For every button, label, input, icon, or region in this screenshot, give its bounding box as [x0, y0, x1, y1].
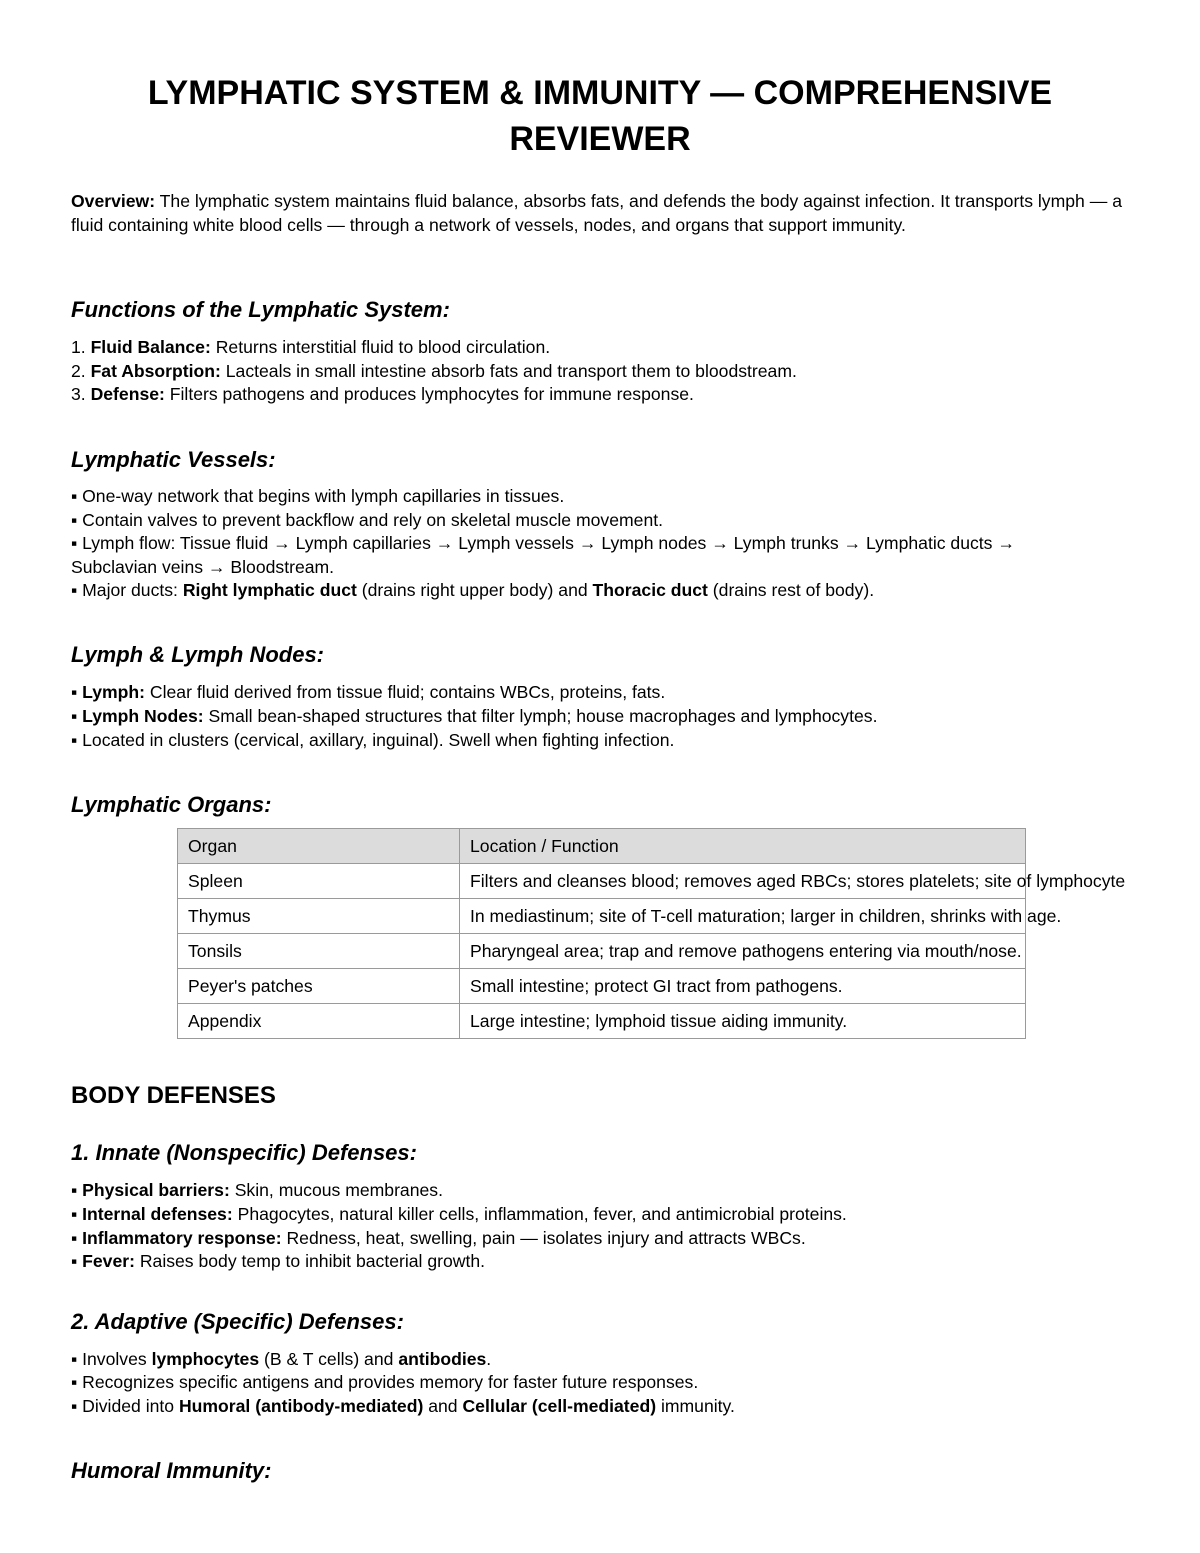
innate-item: ▪ Physical barriers: Skin, mucous membranes. — [71, 1180, 443, 1200]
table-row — [178, 969, 1026, 1004]
function-item: 3. Defense: Filters pathogens and produces lymphocytes for immune response. — [71, 384, 694, 404]
table-header-cell: Organ — [178, 829, 460, 864]
title-line-2: REVIEWER — [509, 120, 691, 158]
organ-function-cell: Small intestine; protect GI tract from pathogens. — [460, 969, 1026, 1004]
vessels-item: ▪ Contain valves to prevent backflow and rely on skeletal muscle movement. — [71, 510, 664, 530]
body-defenses-heading: BODY DEFENSES — [71, 1082, 276, 1109]
organ-name-cell: Spleen — [178, 864, 460, 899]
organ-name-cell: Appendix — [178, 1004, 460, 1039]
organ-name-cell: Tonsils — [178, 934, 460, 969]
adaptive-item: ▪ Involves lymphocytes (B & T cells) and antibodies. — [71, 1349, 492, 1369]
functions-heading: Functions of the Lymphatic System: — [71, 297, 450, 322]
organ-function-cell: Pharyngeal area; trap and remove pathogens entering via mouth/nose. — [460, 934, 1026, 969]
table-row — [178, 899, 1026, 934]
vessels-item-continued: Subclavian veins → Bloodstream. — [71, 557, 335, 577]
table-row — [178, 934, 1026, 969]
lymph-nodes-item: ▪ Located in clusters (cervical, axillary, inguinal). Swell when fighting infection. — [71, 730, 675, 750]
adaptive-item: ▪ Recognizes specific antigens and provides memory for faster future responses. — [71, 1372, 699, 1392]
table-row — [178, 1004, 1026, 1039]
table-header-row — [178, 829, 1026, 864]
vessels-heading: Lymphatic Vessels: — [71, 447, 276, 472]
innate-heading: 1. Innate (Nonspecific) Defenses: — [71, 1140, 417, 1165]
organ-function-cell: Large intestine; lymphoid tissue aiding immunity. — [460, 1004, 1026, 1039]
lymph-nodes-item: ▪ Lymph: Clear fluid derived from tissue fluid; contains WBCs, proteins, fats. — [71, 682, 666, 702]
innate-item: ▪ Fever: Raises body temp to inhibit bacterial growth. — [71, 1251, 486, 1271]
vessels-item: ▪ One-way network that begins with lymph capillaries in tissues. — [71, 486, 565, 506]
innate-item: ▪ Internal defenses: Phagocytes, natural killer cells, inflammation, fever, and antimicrobial proteins. — [71, 1204, 847, 1224]
function-item: 2. Fat Absorption: Lacteals in small intestine absorb fats and transport them to bloodstream. — [71, 361, 797, 381]
humoral-heading: Humoral Immunity: — [71, 1458, 272, 1483]
overview-label: Overview: — [71, 191, 156, 211]
overview-paragraph — [71, 189, 1131, 237]
title-line-1: LYMPHATIC SYSTEM & IMMUNITY — COMPREHENSIVE — [147, 74, 1053, 112]
adaptive-heading: 2. Adaptive (Specific) Defenses: — [71, 1309, 404, 1334]
innate-item: ▪ Inflammatory response: Redness, heat, swelling, pain — isolates injury and attracts WBCs. — [71, 1228, 806, 1248]
organs-heading: Lymphatic Organs: — [71, 792, 272, 817]
adaptive-item: ▪ Divided into Humoral (antibody-mediated) and Cellular (cell-mediated) immunity. — [71, 1396, 735, 1416]
organs-table — [177, 828, 1126, 1039]
table-header-cell: Location / Function — [460, 829, 1026, 864]
function-item: 1. Fluid Balance: Returns interstitial fluid to blood circulation. — [71, 337, 551, 357]
table-row — [178, 864, 1026, 899]
vessels-item: ▪ Lymph flow: Tissue fluid → Lymph capillaries → Lymph vessels → Lymph nodes → Lymph trunks → Lymphatic ducts → — [71, 533, 1015, 553]
overview-text: The lymphatic system maintains fluid balance, absorbs fats, and defends the body against infection. It transports lymph — a fluid containing white blood cells — through a network of vessels, nodes, and organs that support immunity. — [71, 191, 1122, 235]
organ-function-cell: Filters and cleanses blood; removes aged RBCs; stores platelets; site of lymphocyte — [460, 864, 1026, 899]
organ-name-cell: Thymus — [178, 899, 460, 934]
vessels-ducts-item: ▪ Major ducts: Right lymphatic duct (drains right upper body) and Thoracic duct (drains rest of body). — [71, 580, 875, 600]
lymph-nodes-item: ▪ Lymph Nodes: Small bean-shaped structures that filter lymph; house macrophages and lymphocytes. — [71, 706, 878, 726]
organ-name-cell: Peyer's patches — [178, 969, 460, 1004]
organ-function-cell: In mediastinum; site of T-cell maturation; larger in children, shrinks with age. — [460, 899, 1026, 934]
lymph-nodes-heading: Lymph & Lymph Nodes: — [71, 642, 325, 667]
document-title — [0, 70, 1200, 162]
